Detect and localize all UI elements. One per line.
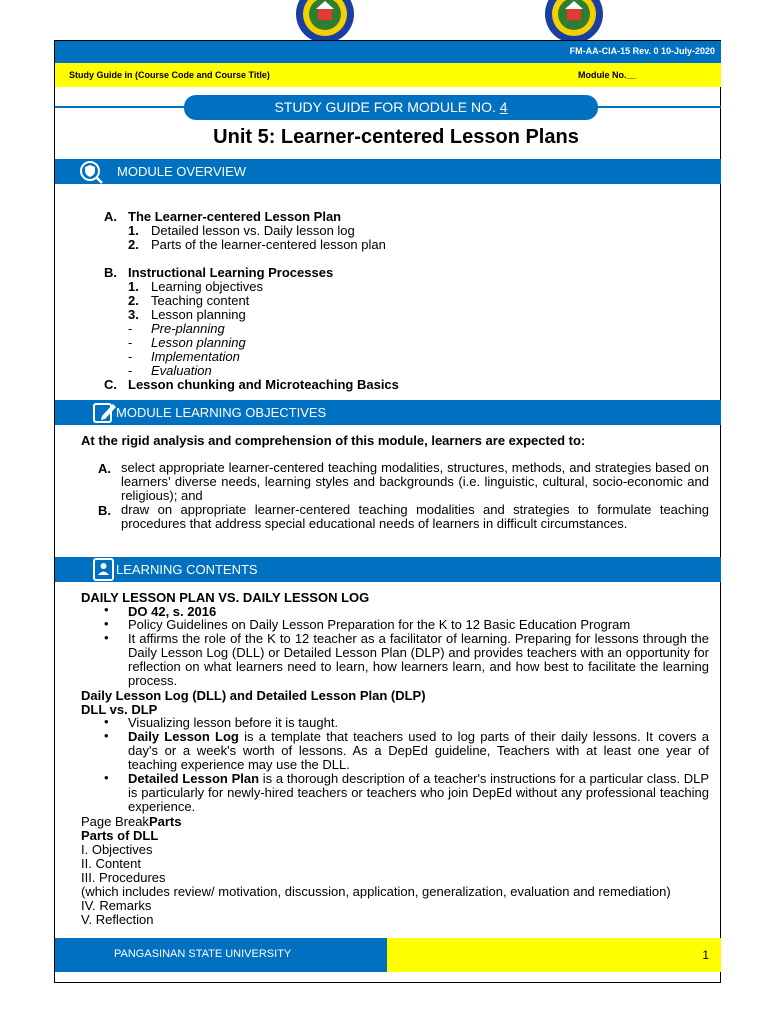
list-item: Pre-planning: [151, 321, 225, 336]
term-dlp-desc: is a thorough description of a teacher's instructions for a particular class. DLP is particularly for newly-hired teachers or teachers who join DepEd without any professional teaching experience.: [128, 771, 710, 814]
section-title-overview: MODULE OVERVIEW: [117, 164, 247, 179]
list-marker: A.: [98, 461, 111, 476]
form-code-band: [55, 41, 721, 63]
bullet-item: It affirms the role of the K to 12 teacher as a facilitator of learning. Preparing for lessons through the Daily Lesson Log (DLL) or Detailed Lesson Plan (DLP) and provides teachers with an opportunity for reflection on what learners need to learn, how learners learn, and how best to facilitate the learning process.: [128, 631, 709, 688]
list-item: Lesson planning: [151, 307, 246, 322]
parts-item: V. Reflection: [81, 912, 154, 927]
section-title-contents: LEARNING CONTENTS: [116, 562, 258, 577]
page-title: Unit 5: Learner-centered Lesson Plans: [213, 126, 579, 148]
list-item: Learning objectives: [151, 279, 264, 294]
bullet-dot: •: [104, 714, 109, 729]
list-marker: -: [128, 349, 133, 364]
form-code: FM-AA-CIA-15 Rev. 0 10-July-2020: [569, 46, 715, 56]
list-marker: B.: [98, 503, 111, 518]
list-item: Lesson chunking and Microteaching Basics: [128, 377, 399, 392]
module-no-label: Module No.__: [578, 70, 637, 80]
university-seal-right: [543, 0, 605, 44]
bullet-dot: •: [104, 616, 109, 631]
objective-item: select appropriate learner-centered teaching modalities, structures, methods, and strategies based on learners’ diverse needs, learning styles and backgrounds (i.e. linguistic, cultural, socio-economic and religious); and: [121, 460, 709, 503]
edit-note-icon: [93, 401, 117, 427]
list-item: Detailed lesson vs. Daily lesson log: [151, 223, 355, 238]
list-item: Instructional Learning Processes: [128, 265, 334, 280]
bullet-dot: •: [104, 770, 109, 785]
bullet-item: [128, 772, 709, 814]
list-marker: 1.: [128, 279, 139, 294]
bullet-item: Policy Guidelines on Daily Lesson Preparation for the K to 12 Basic Education Program: [128, 617, 631, 632]
parts-item: III. Procedures: [81, 870, 166, 885]
list-marker: 2.: [128, 293, 139, 308]
university-seal-left: [294, 0, 356, 44]
section-header-contents: [55, 557, 721, 582]
bullet-item: [128, 730, 709, 772]
list-item: Implementation: [151, 349, 240, 364]
objectives-intro: At the rigid analysis and comprehension of this module, learners are expected to:: [81, 433, 586, 448]
course-band: [55, 63, 721, 87]
section-title-objectives: MODULE LEARNING OBJECTIVES: [116, 405, 327, 420]
page-break-bold: Parts: [148, 814, 182, 829]
bullet-dot: •: [104, 728, 109, 743]
term-dll: Daily Lesson Log: [128, 729, 239, 744]
section-header-overview: [55, 159, 721, 184]
section-header-objectives: [55, 400, 721, 425]
footer-university-band: [55, 938, 387, 972]
page-break-text: Page Break: [81, 814, 149, 829]
page-break-line: [81, 814, 181, 829]
list-item: Parts of the learner-centered lesson plan: [151, 237, 386, 252]
list-marker: -: [128, 363, 133, 378]
footer-page-band: [387, 938, 721, 972]
bullet-item: Visualizing lesson before it is taught.: [128, 715, 339, 730]
list-marker: -: [128, 321, 133, 336]
bullet-dot: •: [104, 602, 109, 617]
content-subheading: Daily Lesson Log (DLL) and Detailed Lesson Plan (DLP): [81, 688, 426, 703]
list-item: Teaching content: [151, 293, 250, 308]
bullet-item-bold: DO 42, s. 2016: [128, 604, 217, 619]
content-subheading: DLL vs. DLP: [81, 702, 158, 717]
content-subheading: DAILY LESSON PLAN VS. DAILY LESSON LOG: [81, 590, 370, 605]
module-banner: [184, 95, 598, 120]
objective-item: draw on appropriate learner-centered teaching modalities and strategies to formulate teaching procedures that address special educational needs of learners in difficult circumstances.: [121, 502, 709, 531]
magnifier-shield-icon: [79, 160, 105, 187]
list-item: The Learner-centered Lesson Plan: [128, 209, 342, 224]
study-guide-label: Study Guide in (Course Code and Course Title): [69, 70, 270, 80]
parts-item: IV. Remarks: [81, 898, 152, 913]
parts-item: II. Content: [81, 856, 141, 871]
banner-prefix: STUDY GUIDE FOR MODULE NO.: [274, 99, 496, 115]
page-number: 1: [702, 948, 709, 962]
parts-heading: Parts of DLL: [81, 828, 159, 843]
list-marker: 1.: [128, 223, 139, 238]
document-person-icon: [93, 558, 115, 584]
list-marker: -: [128, 335, 133, 350]
term-dlp: Detailed Lesson Plan: [128, 771, 260, 786]
term-dll-desc: is a template that teachers used to log parts of their daily lessons. It covers a day's or a week's worth of lessons. As a DepEd guideline, Teachers with at least one year of teaching experience may use the DLL.: [128, 729, 709, 772]
list-marker: B.: [104, 265, 117, 280]
list-marker: 2.: [128, 237, 139, 252]
list-item: Evaluation: [151, 363, 212, 378]
list-item: Lesson planning: [151, 335, 246, 350]
parts-item: (which includes review/ motivation, discussion, application, generalization, evaluation and remediation): [81, 884, 671, 899]
banner-number: 4: [499, 99, 508, 115]
parts-item: I. Objectives: [81, 842, 153, 857]
list-marker: C.: [104, 377, 117, 392]
list-marker: 3.: [128, 307, 139, 322]
list-marker: A.: [104, 209, 117, 224]
bullet-dot: •: [104, 630, 109, 645]
footer-university: PANGASINAN STATE UNIVERSITY: [114, 948, 292, 960]
